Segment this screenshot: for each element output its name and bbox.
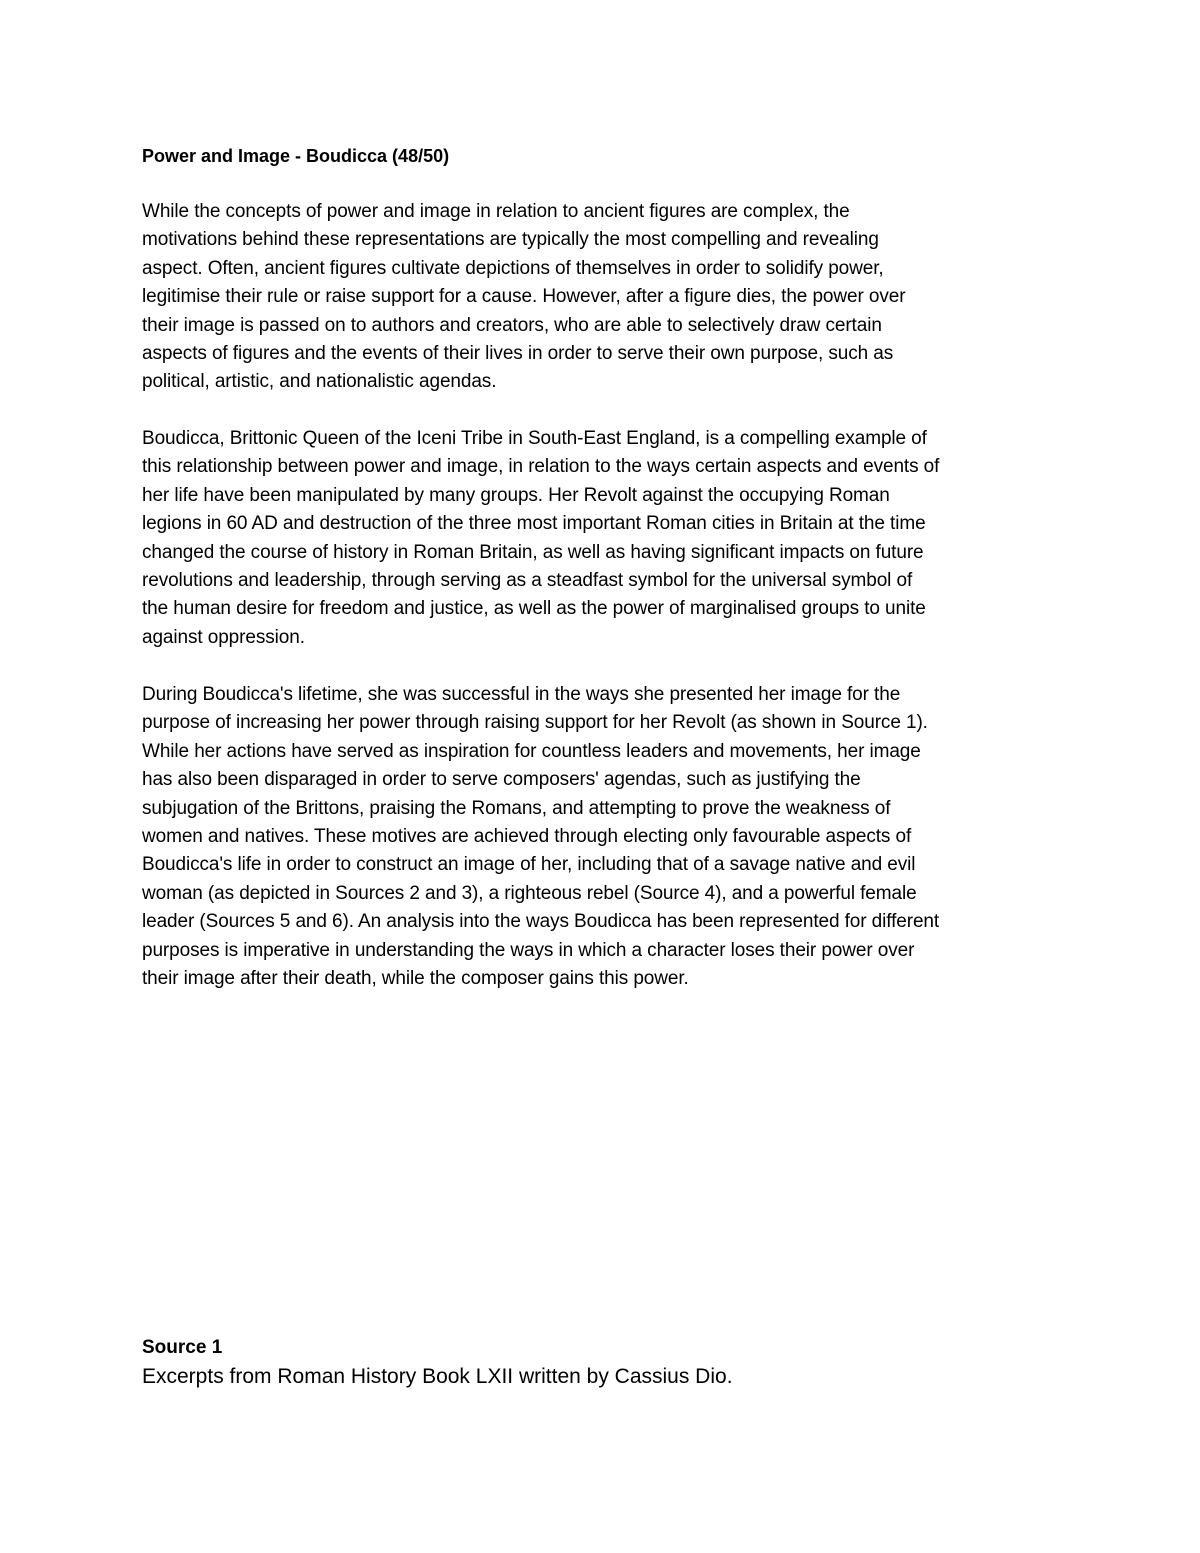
source-caption: Excerpts from Roman History Book LXII written by Cassius Dio. bbox=[142, 1365, 733, 1388]
paragraph-line: the human desire for freedom and justice, as well as the power of marginalised groups to unite bbox=[142, 598, 926, 620]
paragraph-line: purposes is imperative in understanding the ways in which a character loses their power over bbox=[142, 939, 915, 961]
document-title: Power and Image - Boudicca (48/50) bbox=[142, 146, 450, 166]
paragraph-line: Boudicca's life in order to construct an image of her, including that of a savage native and evil bbox=[142, 854, 916, 876]
paragraph-line: their image is passed on to authors and creators, who are able to selectively draw certain bbox=[142, 314, 882, 336]
paragraph-line: purpose of increasing her power through raising support for her Revolt (as shown in Source 1). bbox=[142, 712, 928, 734]
paragraph-line: legitimise their rule or raise support for a cause. However, after a figure dies, the power over bbox=[142, 286, 906, 308]
paragraph-line: During Boudicca's lifetime, she was successful in the ways she presented her image for the bbox=[142, 684, 901, 705]
paragraph-line: against oppression. bbox=[142, 626, 305, 648]
paragraph-line: woman (as depicted in Sources 2 and 3), a righteous rebel (Source 4), and a powerful female bbox=[142, 882, 917, 904]
paragraph-line: aspects of figures and the events of their lives in order to serve their own purpose, such as bbox=[142, 343, 894, 365]
paragraph-line: has also been disparaged in order to serve composers' agendas, such as justifying the bbox=[142, 769, 861, 791]
paragraph-thesis bbox=[142, 681, 1072, 993]
paragraph-line: women and natives. These motives are achieved through electing only favourable aspects of bbox=[142, 826, 912, 848]
paragraph-line: leader (Sources 5 and 6). An analysis into the ways Boudicca has been represented for different bbox=[142, 911, 940, 933]
paragraph-introduction bbox=[142, 198, 1072, 397]
paragraph-line: motivations behind these representations are typically the most compelling and revealing bbox=[142, 229, 879, 251]
paragraph-boudicca-context bbox=[142, 425, 1072, 652]
paragraph-line: this relationship between power and image, in relation to the ways certain aspects and events of bbox=[142, 456, 940, 478]
paragraph-line: legions in 60 AD and destruction of the three most important Roman cities in Britain at the time bbox=[142, 513, 926, 535]
paragraph-line: revolutions and leadership, through serving as a steadfast symbol for the universal symbol of bbox=[142, 570, 913, 592]
paragraph-line: While the concepts of power and image in relation to ancient figures are complex, the bbox=[142, 201, 850, 222]
paragraph-line: aspect. Often, ancient figures cultivate depictions of themselves in order to solidify power, bbox=[142, 257, 884, 279]
paragraph-line: political, artistic, and nationalistic agendas. bbox=[142, 371, 497, 393]
paragraph-line: their image after their death, while the composer gains this power. bbox=[142, 968, 689, 990]
paragraph-line: her life have been manipulated by many groups. Her Revolt against the occupying Roman bbox=[142, 484, 890, 506]
paragraph-line: Boudicca, Brittonic Queen of the Iceni Tribe in South-East England, is a compelling example of bbox=[142, 428, 927, 449]
paragraph-line: While her actions have served as inspiration for countless leaders and movements, her image bbox=[142, 740, 921, 762]
paragraph-line: changed the course of history in Roman Britain, as well as having significant impacts on future bbox=[142, 541, 924, 563]
source-heading: Source 1 bbox=[142, 1337, 223, 1358]
paragraph-line: subjugation of the Brittons, praising the Romans, and attempting to prove the weakness of bbox=[142, 797, 891, 819]
